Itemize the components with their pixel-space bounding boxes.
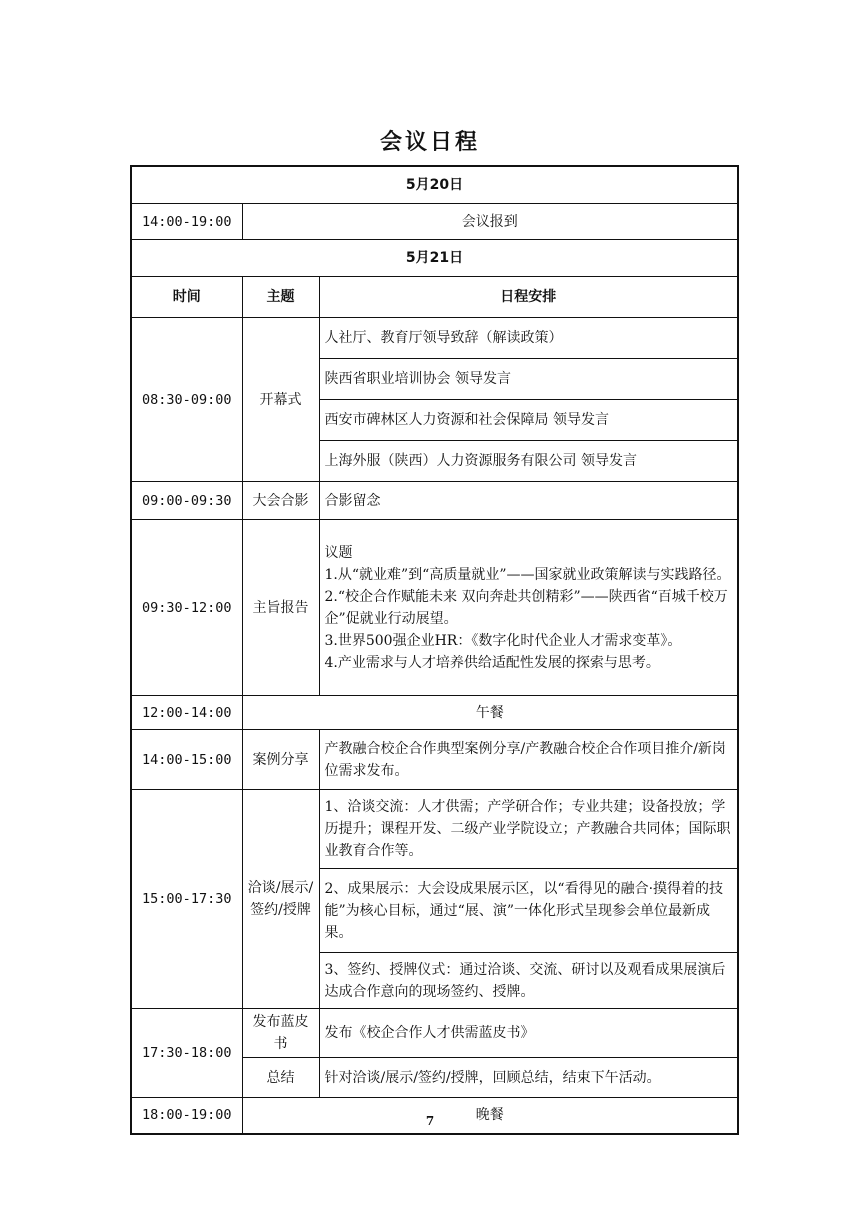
- lunch-content: 午餐: [242, 696, 738, 730]
- opening-item: 上海外服（陕西）人力资源服务有限公司 领导发言: [319, 441, 738, 482]
- cases-content: 产教融合校企合作典型案例分享/产教融合校企合作项目推介/新岗位需求发布。: [319, 730, 738, 790]
- dinner-content: 晚餐: [242, 1098, 738, 1134]
- fair-time: 15:00-17:30: [131, 790, 242, 1009]
- keynote-item: 4.产业需求与人才培养供给适配性发展的探索与思考。: [324, 654, 660, 671]
- keynote-time: 09:30-12:00: [131, 520, 242, 696]
- release-time: 17:30-18:00: [131, 1009, 242, 1098]
- page-title: 会议日程: [379, 130, 480, 155]
- keynote-item: 3.世界500强企业HR：《数字化时代企业人才需求变革》。: [324, 632, 682, 649]
- fair-theme: 洽谈/展示/签约/授牌: [242, 790, 319, 1009]
- schedule-table: [130, 165, 739, 1135]
- header-schedule: 日程安排: [319, 277, 738, 318]
- day1-registration-row: [131, 204, 738, 240]
- photo-content: 合影留念: [319, 482, 738, 520]
- dinner-time: 18:00-19:00: [131, 1098, 242, 1134]
- fair-item: 1、洽谈交流：人才供需；产学研合作；专业共建；设备投放；学历提升；课程开发、二级产业学院设立；产教融合共同体；国际职业教育合作等。: [319, 790, 738, 869]
- opening-item: 西安市碑林区人力资源和社会保障局 领导发言: [319, 400, 738, 441]
- header-theme: 主题: [242, 277, 319, 318]
- table-row: [131, 1009, 738, 1058]
- cases-time: 14:00-15:00: [131, 730, 242, 790]
- keynote-heading: 议题: [324, 544, 353, 561]
- bluebook-theme: 发布蓝皮书: [242, 1009, 319, 1058]
- fair-item: 2、成果展示：大会设成果展示区，以“看得见的融合·摸得着的技能”为核心目标，通过“展、演”一体化形式呈现参会单位最新成果。: [319, 869, 738, 953]
- opening-item: 陕西省职业培训协会 领导发言: [319, 359, 738, 400]
- summary-content: 针对洽谈/展示/签约/授牌，回顾总结，结束下午活动。: [319, 1058, 738, 1098]
- day2-header-row: [131, 240, 738, 277]
- opening-theme: 开幕式: [242, 318, 319, 482]
- opening-item: 人社厅、教育厅领导致辞（解读政策）: [319, 318, 738, 359]
- opening-time: 08:30-09:00: [131, 318, 242, 482]
- column-header-row: [131, 277, 738, 318]
- keynote-content: [319, 520, 738, 696]
- cases-theme: 案例分享: [242, 730, 319, 790]
- bluebook-content: 发布《校企合作人才供需蓝皮书》: [319, 1009, 738, 1058]
- day1-activity: 会议报到: [242, 204, 738, 240]
- fair-item: 3、签约、授牌仪式：通过洽谈、交流、研讨以及观看成果展演后达成合作意向的现场签约、授牌。: [319, 953, 738, 1009]
- table-row: [131, 730, 738, 790]
- summary-theme: 总结: [242, 1058, 319, 1098]
- table-row: [131, 482, 738, 520]
- table-row: [131, 696, 738, 730]
- table-row: [131, 318, 738, 359]
- photo-theme: 大会合影: [242, 482, 319, 520]
- day1-date: 5月20日: [131, 166, 738, 204]
- header-time: 时间: [131, 277, 242, 318]
- table-row: [131, 790, 738, 869]
- keynote-theme: 主旨报告: [242, 520, 319, 696]
- photo-time: 09:00-09:30: [131, 482, 242, 520]
- lunch-time: 12:00-14:00: [131, 696, 242, 730]
- day1-header-row: [131, 166, 738, 204]
- day1-time: 14:00-19:00: [131, 204, 242, 240]
- day2-date: 5月21日: [131, 240, 738, 277]
- page-number: 7: [425, 1114, 435, 1128]
- keynote-item: 2.“校企合作赋能未来 双向奔赴共创精彩”——陕西省“百城千校万企”促就业行动展望。: [324, 588, 728, 627]
- keynote-item: 1.从“就业难”到“高质量就业”——国家就业政策解读与实践路径。: [324, 566, 731, 583]
- table-row: [131, 520, 738, 696]
